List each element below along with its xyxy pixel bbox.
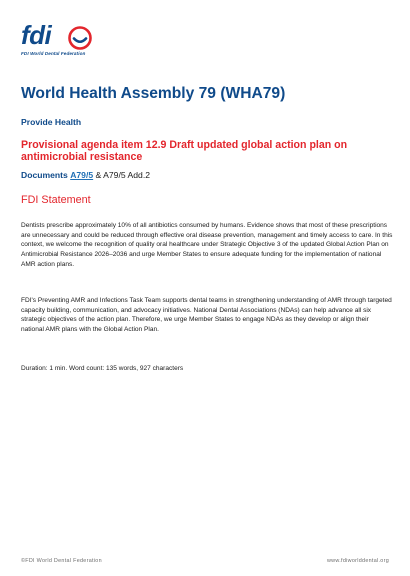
documents-rest: & A79/5 Add.2 bbox=[93, 170, 150, 180]
section-label: Provide Health bbox=[21, 117, 82, 127]
statement-paragraph-2: FDI's Preventing AMR and Infections Task Team supports dental teams in strengthening understanding of AMR through targeted capacity building, communication, and advocacy initiatives. National Dental Associations (NDAs) can help advance all six strategic objectives of the action plan. Therefore, we urge Member States to engage NDAs as they develop or align their national AMR plans with the Global Action Plan. bbox=[21, 297, 392, 334]
page-title: World Health Assembly 79 (WHA79) bbox=[21, 85, 286, 102]
footer-copyright: ©FDI World Dental Federation bbox=[21, 558, 102, 564]
footer-website: www.fdiworlddental.org bbox=[326, 558, 389, 564]
agenda-item-heading: Provisional agenda item 12.9 Draft updated global action plan on antimicrobial resistance bbox=[21, 139, 348, 163]
logo-subtitle: FDI World Dental Federation bbox=[21, 51, 86, 56]
statement-heading: FDI Statement bbox=[21, 194, 91, 206]
duration-word-count: Duration: 1 min. Word count: 135 words, 927 characters bbox=[21, 365, 184, 372]
document-link-a79-5[interactable]: A79/5 bbox=[70, 170, 94, 180]
fdi-smile-logo-icon bbox=[68, 26, 92, 50]
fdi-logo bbox=[21, 20, 141, 58]
logo-wordmark: fdi bbox=[21, 20, 52, 50]
statement-paragraph-1: Dentists prescribe approximately 10% of all antibiotics consumed by humans. Evidence shows that most of these prescriptions are unnecessary and could be reduced through effective oral disease prevention, management and timely access to care. In this context, we welcome the recognition of quality oral healthcare under Strategic Objective 3 of the updated Global Action Plan on Antimicrobial Resistance 2026–2036 and urge Member States to ensure adequate funding for the implementation of national AMR action plans. bbox=[21, 222, 393, 268]
documents-label: Documents bbox=[21, 170, 68, 180]
documents-line bbox=[21, 170, 150, 180]
